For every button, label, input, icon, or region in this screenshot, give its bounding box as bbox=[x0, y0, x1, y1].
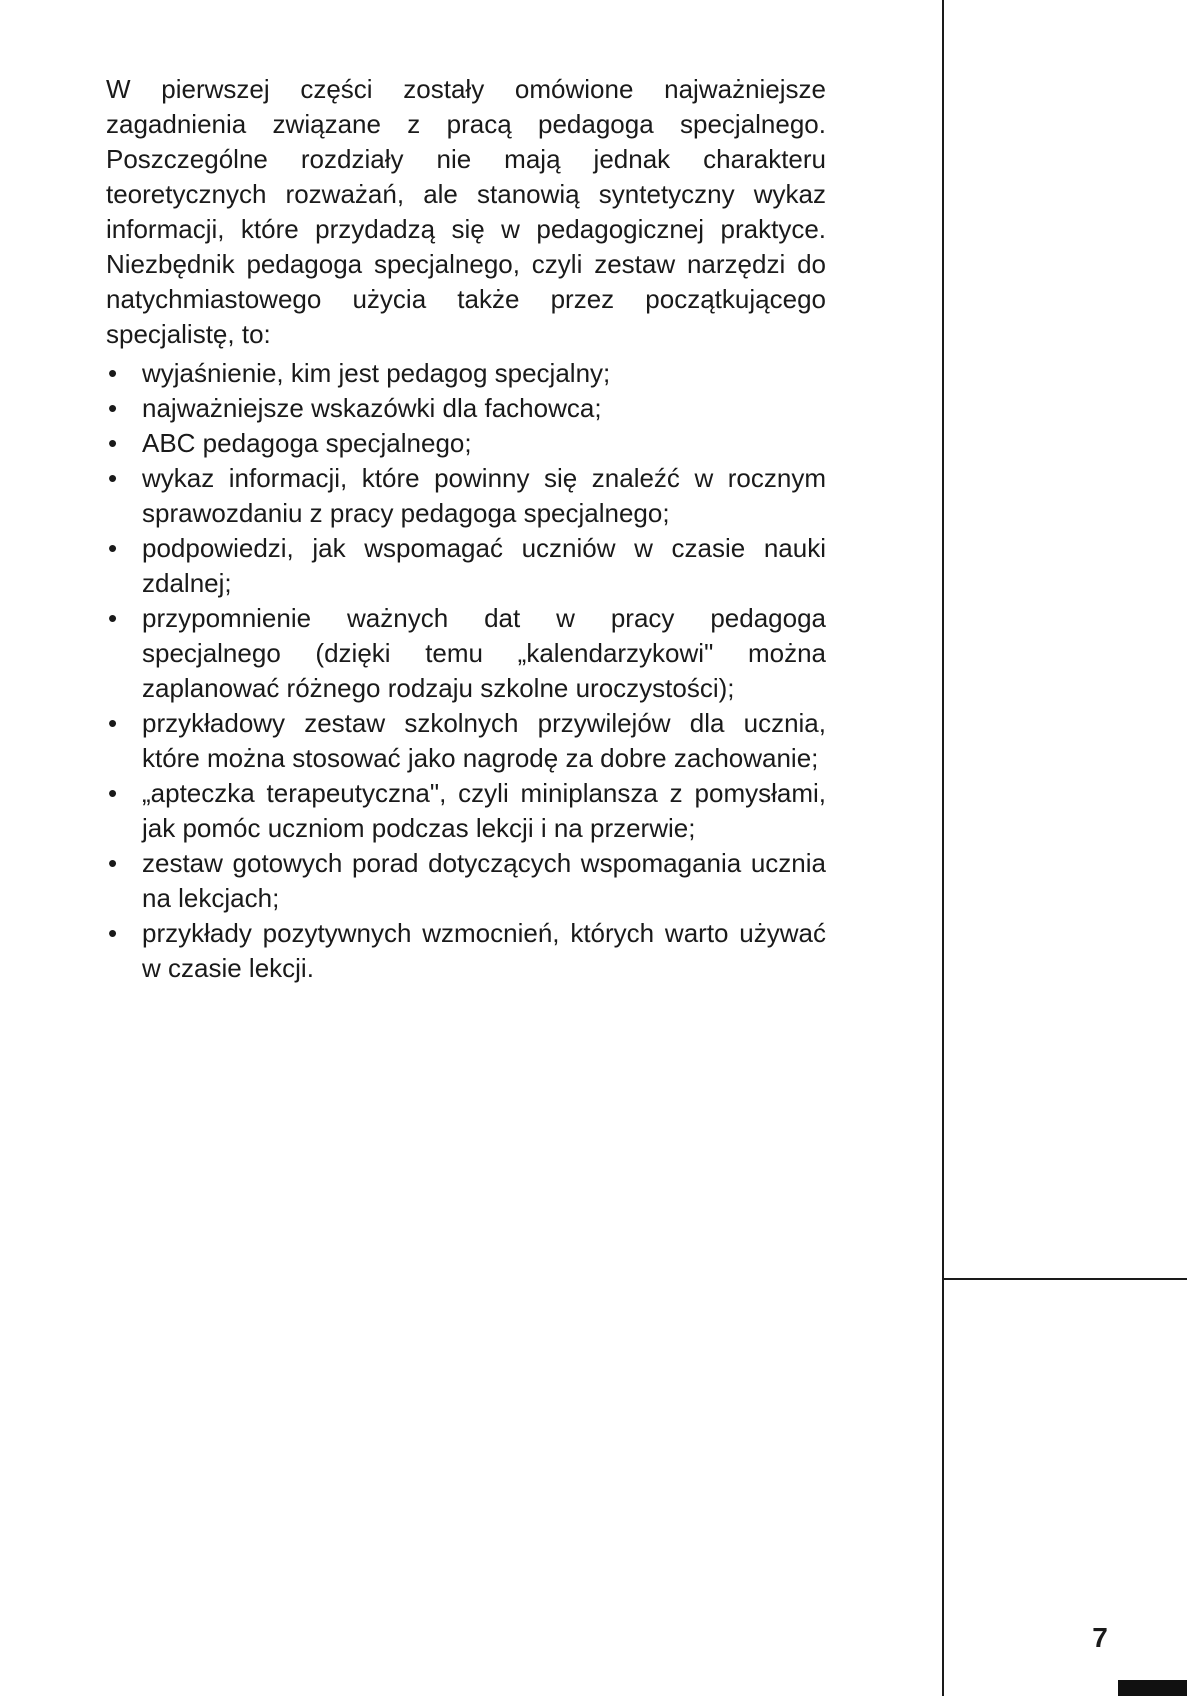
list-item bbox=[106, 601, 826, 706]
bullet-icon: • bbox=[108, 603, 118, 633]
list-item-text: najważniejsze wskazówki dla fachowca; bbox=[142, 393, 602, 423]
list-item bbox=[106, 916, 826, 986]
list-item-text: wyjaśnienie, kim jest pedagog specjalny; bbox=[142, 358, 611, 388]
list-item-text: „apteczka terapeutyczna", czyli miniplansza z pomysłami, jak pomóc uczniom podczas lekcji i na przerwie; bbox=[142, 778, 826, 843]
bullet-icon: • bbox=[108, 848, 118, 878]
intro-paragraph: W pierwszej części zostały omówione najważniejsze zagadnienia związane z pracą pedagoga specjalnego. Poszczególne rozdziały nie mają jednak charakteru teoretycznych rozważań, ale stanowią syntetyczny wykaz informacji, które przydadzą się w pedagogicznej praktyce. Niezbędnik pedagoga specjalnego, czyli zestaw narzędzi do natychmiastowego użycia także przez początkującego specjalistę, to: bbox=[106, 74, 826, 349]
list-item bbox=[106, 426, 826, 461]
list-item-text: przykłady pozytywnych wzmocnień, których warto używać w czasie lekcji. bbox=[142, 918, 826, 983]
main-text-column bbox=[106, 72, 826, 986]
list-item bbox=[106, 776, 826, 846]
list-item-text: ABC pedagoga specjalnego; bbox=[142, 428, 472, 458]
list-item bbox=[106, 356, 826, 391]
list-item-text: wykaz informacji, które powinny się znaleźć w rocznym sprawozdaniu z pracy pedagoga specjalnego; bbox=[142, 463, 826, 528]
bullet-icon: • bbox=[108, 358, 118, 388]
list-item-text: przypomnienie ważnych dat w pracy pedagoga specjalnego (dzięki temu „kalendarzykowi" można zaplanować różnego rodzaju szkolne uroczystości); bbox=[142, 603, 826, 703]
margin-vertical-rule bbox=[942, 0, 944, 1696]
list-item bbox=[106, 391, 826, 426]
list-item bbox=[106, 846, 826, 916]
list-item bbox=[106, 706, 826, 776]
list-item-text: podpowiedzi, jak wspomagać uczniów w czasie nauki zdalnej; bbox=[142, 533, 826, 598]
bullet-icon: • bbox=[108, 778, 118, 808]
bullet-list bbox=[106, 356, 826, 986]
bullet-icon: • bbox=[108, 708, 118, 738]
list-item bbox=[106, 531, 826, 601]
bullet-icon: • bbox=[108, 393, 118, 423]
bullet-icon: • bbox=[108, 918, 118, 948]
list-item bbox=[106, 461, 826, 531]
bullet-icon: • bbox=[108, 428, 118, 458]
list-item-text: zestaw gotowych porad dotyczących wspomagania ucznia na lekcjach; bbox=[142, 848, 826, 913]
list-item-text: przykładowy zestaw szkolnych przywilejów dla ucznia, które można stosować jako nagrodę za dobre zachowanie; bbox=[142, 708, 826, 773]
page-number: 7 bbox=[1092, 1622, 1108, 1653]
corner-tab-mark bbox=[1118, 1680, 1187, 1696]
margin-horizontal-rule bbox=[942, 1278, 1187, 1280]
bullet-icon: • bbox=[108, 533, 118, 563]
bullet-icon: • bbox=[108, 463, 118, 493]
